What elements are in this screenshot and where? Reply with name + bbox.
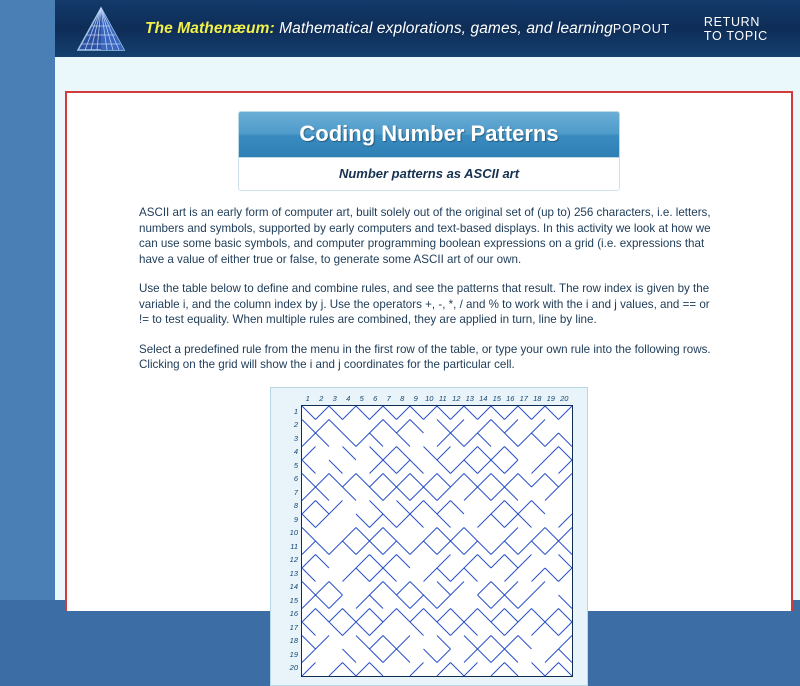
- grid-col-label: 9: [413, 393, 418, 403]
- top-navigation-bar: [55, 0, 800, 57]
- topbar-actions: [613, 15, 800, 43]
- grid-col-label: 19: [546, 393, 555, 403]
- pattern-grid[interactable]: [301, 405, 573, 677]
- grid-row-label: 4: [293, 447, 298, 456]
- activity-subtitle-panel: [238, 158, 620, 191]
- grid-row-headers: [279, 405, 301, 677]
- grid-col-label: 14: [479, 393, 488, 403]
- grid-col-label: 16: [506, 393, 515, 403]
- grid-row-label: 14: [289, 582, 298, 591]
- popout-button[interactable]: POPOUT: [612, 21, 670, 36]
- grid-row-label: 17: [289, 622, 298, 632]
- activity-frame: [65, 91, 793, 672]
- grid-column-headers: [301, 394, 579, 403]
- grid-row-label: 9: [293, 514, 298, 524]
- grid-col-label: 3: [332, 393, 337, 403]
- site-title: [145, 20, 613, 38]
- page-title: Coding Number Patterns: [299, 121, 559, 146]
- grid-row-label: 12: [289, 555, 298, 564]
- page-subtitle: Number patterns as ASCII art: [338, 166, 520, 181]
- grid-col-label: 6: [373, 393, 378, 403]
- site-brand: The Mathenæum:: [145, 19, 275, 37]
- grid-row-label: 7: [293, 487, 298, 497]
- grid-col-label: 11: [438, 393, 447, 403]
- grid-row-label: 8: [293, 501, 298, 510]
- return-to-topic-button[interactable]: RETURN TO TOPIC: [703, 14, 768, 43]
- grid-row-label: 1: [293, 406, 298, 416]
- grid-col-label: 12: [452, 393, 461, 403]
- grid-row-label: 3: [293, 433, 298, 443]
- grid-row-label: 16: [289, 609, 298, 618]
- grid-row-label: 20: [289, 663, 298, 672]
- grid-col-label: 8: [400, 393, 405, 403]
- grid-col-label: 7: [386, 393, 391, 403]
- intro-paragraph-1: ASCII art is an early form of computer art, built solely out of the original set of (up to) 256 characters, i.e. letters, numbers and symbols, supported by early computers and text-based displays. In this activity we look at how we can use some basic symbols, and computer programming boolean expressions on a grid (i.e. expressions that have a value of either true or false, to generate some ASCII art of our own.: [139, 206, 711, 266]
- intro-paragraph-3: Select a predefined rule from the menu in the first row of the table, or type your own rule into the following rows. Clicking on the grid will show the i and j coordinates for the particular cell.: [139, 342, 711, 371]
- pattern-figure: [270, 387, 588, 686]
- page-body: [55, 57, 800, 672]
- grid-col-label: 18: [533, 393, 542, 403]
- grid-col-label: 5: [359, 393, 364, 403]
- grid-row-label: 2: [293, 420, 298, 429]
- grid-row-label: 19: [289, 649, 298, 659]
- intro-paragraph-2: Use the table below to define and combine rules, and see the patterns that result. The row index is given by the variable i, and the column index by j. Use the operators +, -, *, / and % to work with the i and j values, and == or != to test equality. When multiple rules are combined, they are applied in turn, line by line.: [139, 282, 710, 326]
- grid-col-label: 13: [465, 393, 474, 403]
- pattern-figure-wrapper: [139, 387, 719, 686]
- grid-col-label: 10: [425, 393, 434, 403]
- site-tagline: Mathematical explorations, games, and learning: [274, 19, 613, 37]
- grid-col-label: 1: [305, 393, 310, 403]
- grid-col-label: 20: [560, 393, 569, 403]
- grid-row-label: 5: [293, 460, 298, 470]
- grid-row-label: 10: [289, 528, 298, 537]
- activity-title-panel: [238, 111, 620, 158]
- grid-col-label: 2: [319, 393, 324, 403]
- grid-row-label: 13: [289, 568, 298, 578]
- triangle-logo-icon[interactable]: [73, 5, 129, 53]
- grid-col-label: 17: [519, 393, 528, 403]
- grid-row-label: 6: [293, 474, 298, 483]
- grid-row-label: 18: [289, 636, 298, 645]
- grid-row-label: 15: [289, 595, 298, 605]
- grid-row-label: 11: [290, 541, 298, 551]
- grid-col-label: 15: [492, 393, 501, 403]
- grid-col-label: 4: [346, 393, 351, 403]
